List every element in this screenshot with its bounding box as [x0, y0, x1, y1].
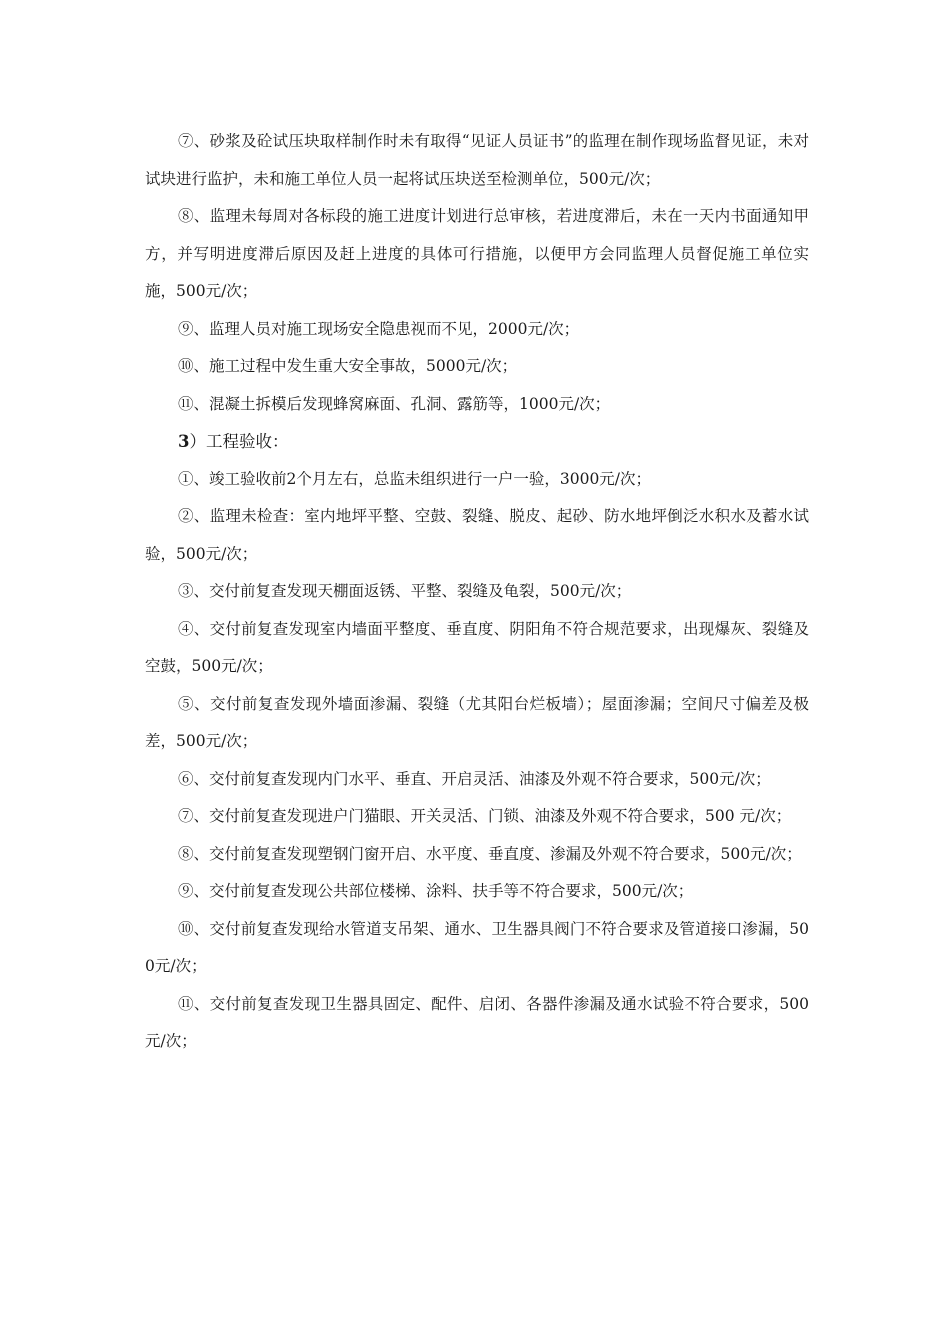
list-item: ④、交付前复查发现室内墙面平整度、垂直度、阴阳角不符合规范要求，出现爆灰、裂缝及空鼓，500元/次；	[145, 619, 809, 675]
list-item: ⑪、混凝土拆模后发现蜂窝麻面、孔洞、露筋等，1000元/次；	[178, 394, 611, 413]
document-body	[145, 123, 809, 1061]
list-item: ⑨、监理人员对施工现场安全隐患视而不见，2000元/次；	[178, 319, 580, 338]
list-item: ⑥、交付前复查发现内门水平、垂直、开启灵活、油漆及外观不符合要求，500元/次；	[178, 769, 771, 788]
list-item: ⑧、监理未每周对各标段的施工进度计划进行总审核，若进度滞后，未在一天内书面通知甲方，并写明进度滞后原因及赶上进度的具体可行措施，以便甲方会同监理人员督促施工单位实施，500元/次；	[145, 207, 809, 300]
list-item: ②、监理未检查：室内地坪平整、空鼓、裂缝、脱皮、起砂、防水地坪倒泛水积水及蓄水试验，500元/次；	[145, 507, 809, 563]
list-item: ⑩、施工过程中发生重大安全事故，5000元/次；	[178, 357, 518, 375]
list-item: ③、交付前复查发现天棚面返锈、平整、裂缝及龟裂，500元/次；	[178, 582, 632, 600]
section-heading	[145, 423, 809, 461]
section-heading-number: 3	[178, 432, 190, 451]
list-item: ⑧、交付前复查发现塑钢门窗开启、水平度、垂直度、渗漏及外观不符合要求，500元/次；	[178, 844, 802, 863]
list-item: ①、竣工验收前2个月左右，总监未组织进行一户一验，3000元/次；	[178, 469, 652, 488]
list-item: ⑪、交付前复查发现卫生器具固定、配件、启闭、各器件渗漏及通水试验不符合要求，500元/次；	[145, 994, 809, 1050]
list-item: ⑤、交付前复查发现外墙面渗漏、裂缝（尤其阳台烂板墙）；屋面渗漏；空间尺寸偏差及极差，500元/次；	[145, 694, 809, 750]
list-item: ⑦、交付前复查发现进户门猫眼、开关灵活、门锁、油漆及外观不符合要求，500 元/次；	[178, 807, 792, 825]
list-item: ⑦、砂浆及砼试压块取样制作时未有取得“见证人员证书”的监理在制作现场监督见证，未对试块进行监护，未和施工单位人员一起将试压块送至检测单位，500元/次；	[145, 132, 809, 188]
list-item: ⑩、交付前复查发现给水管道支吊架、通水、卫生器具阀门不符合要求及管道接口渗漏，500元/次；	[145, 919, 809, 975]
section-heading-text: ）工程验收：	[189, 432, 289, 451]
list-item: ⑨、交付前复查发现公共部位楼梯、涂料、扶手等不符合要求，500元/次；	[178, 882, 694, 900]
